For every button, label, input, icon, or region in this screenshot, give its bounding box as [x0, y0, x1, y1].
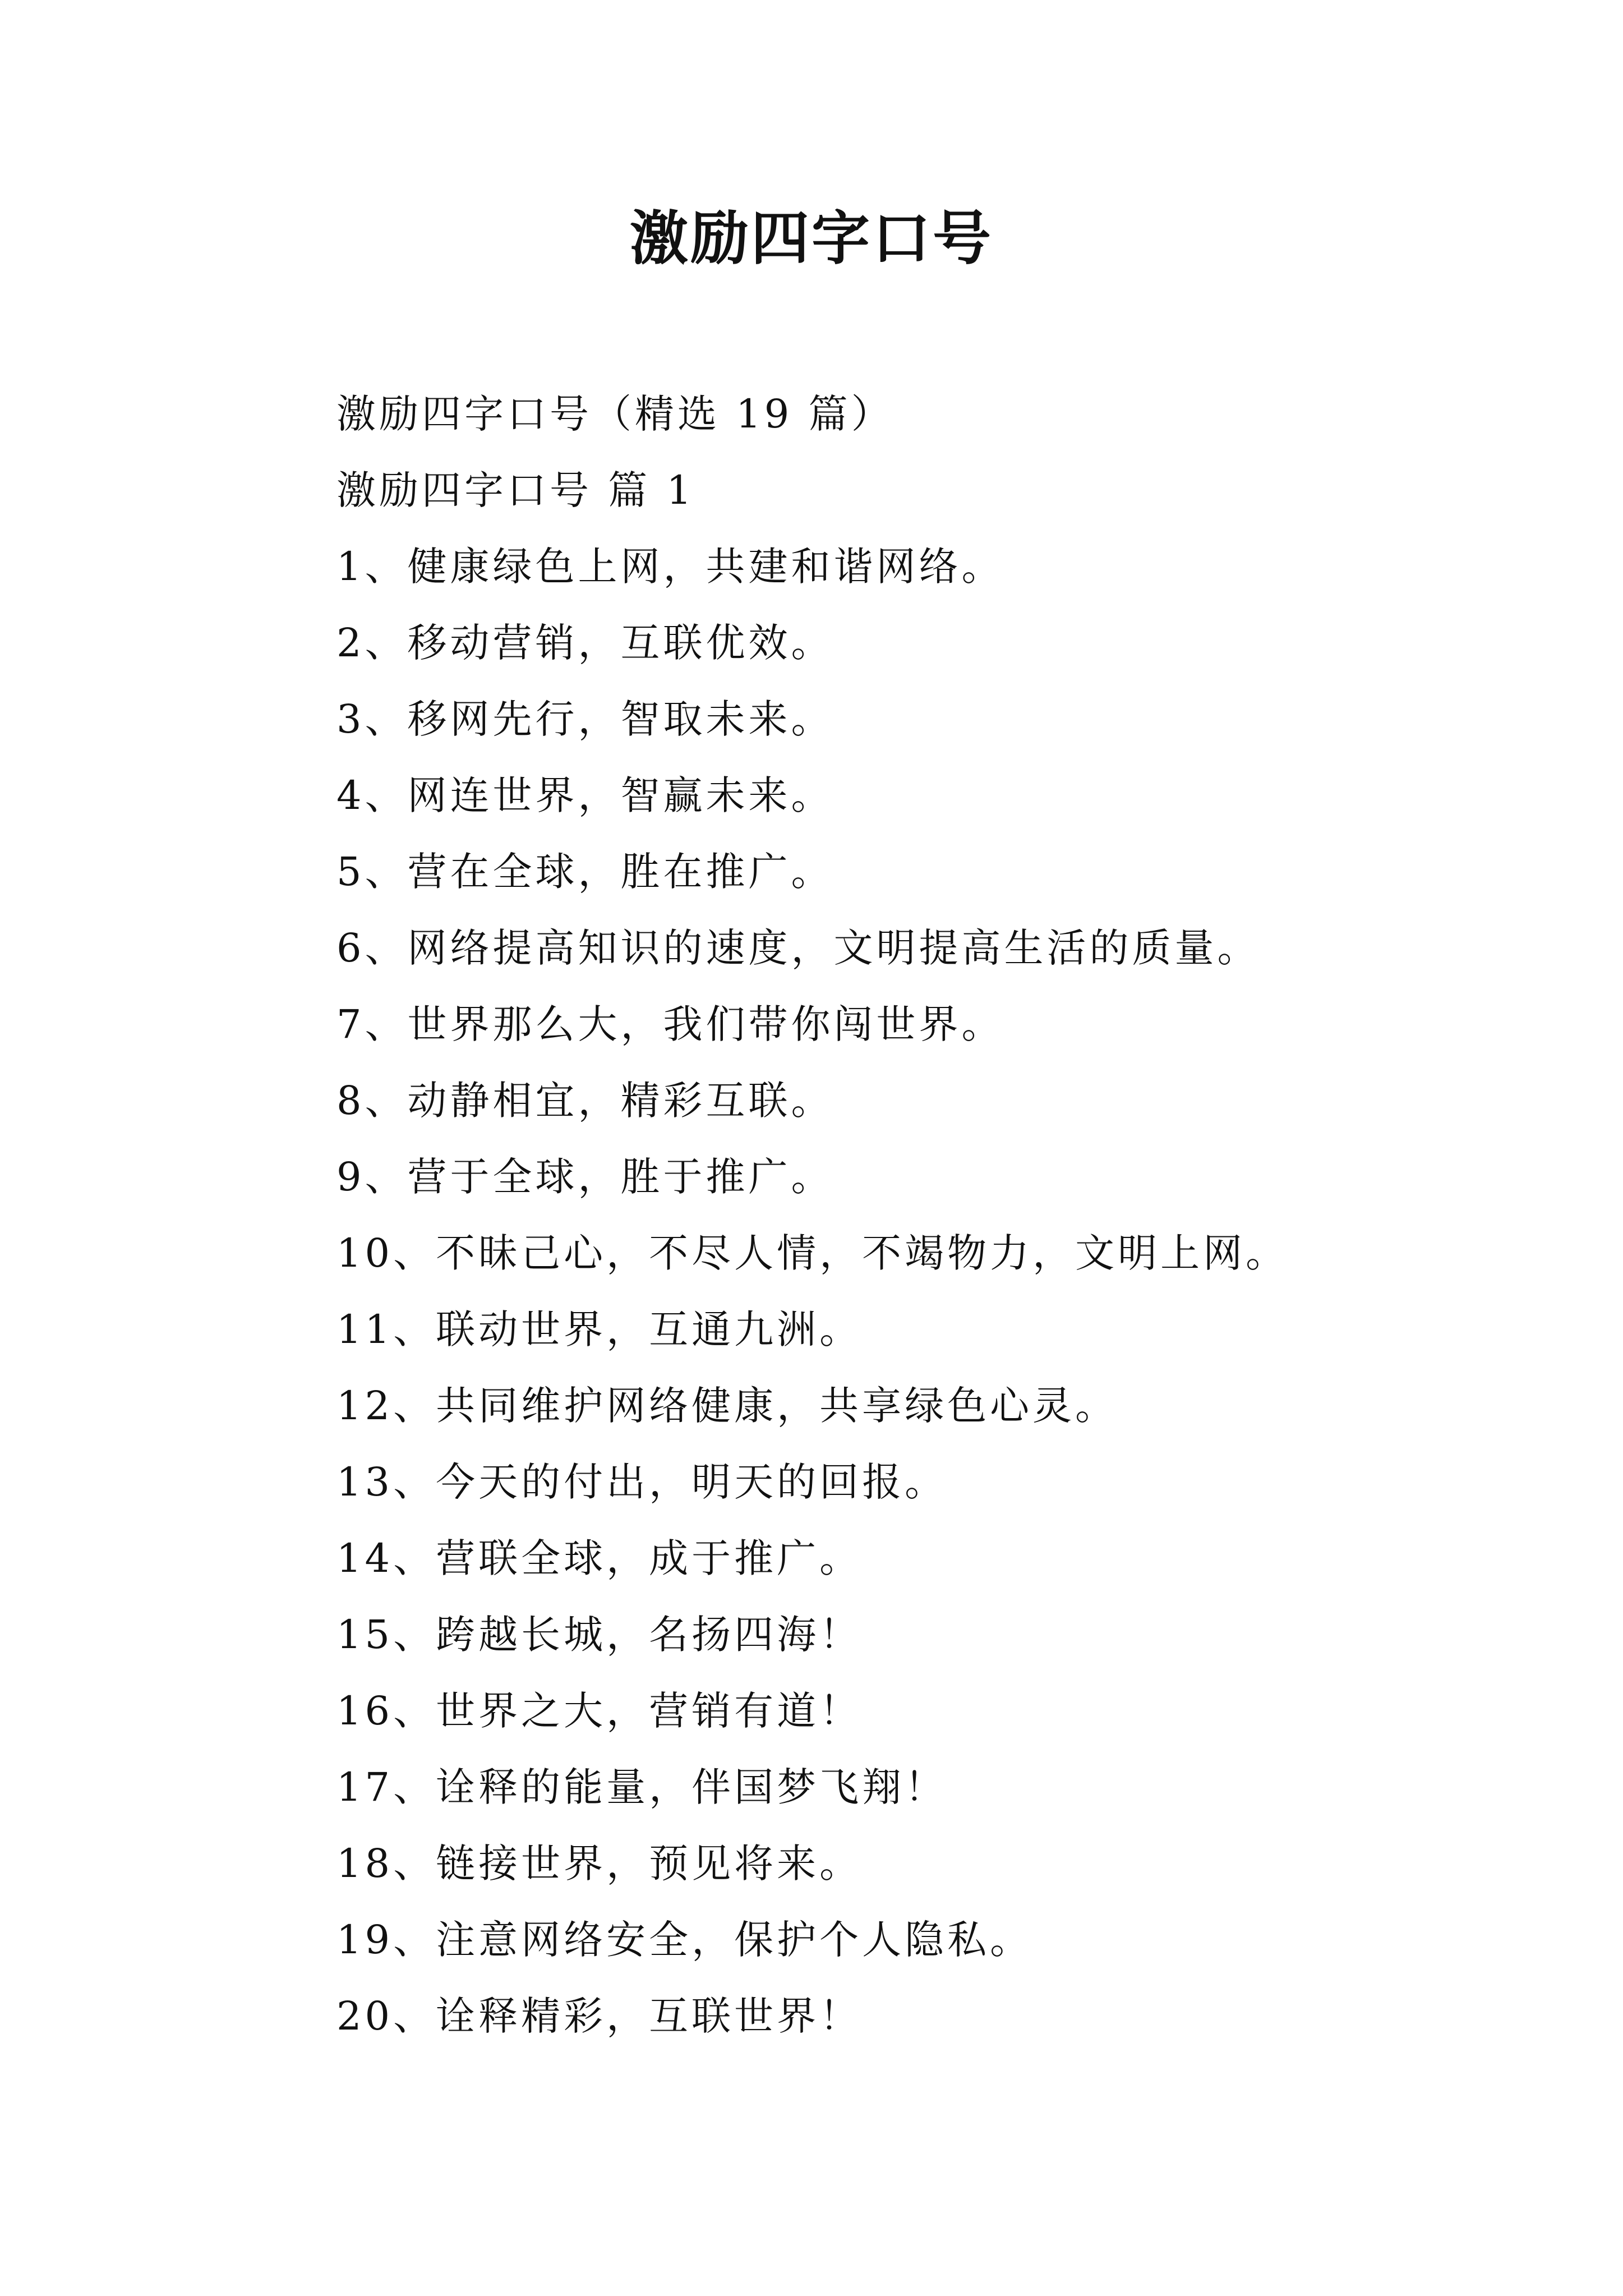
list-item: 19、注意网络安全，保护个人隐私。 — [336, 1917, 1033, 1963]
list-item: 14、营联全球，成于推广。 — [336, 1535, 863, 1581]
list-item: 6、网络提高知识的速度，文明提高生活的质量。 — [336, 925, 1260, 971]
list-item: 13、今天的付出，明天的回报。 — [336, 1459, 948, 1505]
list-item: 20、诠释精彩，互联世界！ — [336, 1993, 863, 2039]
list-item: 7、世界那么大，我们带你闯世界。 — [336, 1001, 1004, 1047]
slogan-list — [336, 528, 1458, 2054]
list-item: 11、联动世界，互通九洲。 — [336, 1306, 863, 1352]
list-item: 16、世界之大，营销有道！ — [336, 1688, 863, 1734]
list-item: 3、移网先行，智取未来。 — [336, 696, 834, 742]
list-item: 2、移动营销，互联优效。 — [336, 620, 834, 666]
list-item: 15、跨越长城，名扬四海！ — [336, 1612, 863, 1658]
section-heading: 激励四字口号 篇 1 — [336, 467, 695, 513]
list-item: 12、共同维护网络健康，共享绿色心灵。 — [336, 1383, 1118, 1429]
list-item: 17、诠释的能量，伴国梦飞翔！ — [336, 1764, 948, 1810]
list-item: 5、营在全球，胜在推广。 — [336, 849, 834, 895]
list-item: 4、网连世界，智赢未来。 — [336, 772, 834, 818]
list-item: 18、链接世界，预见将来。 — [336, 1841, 863, 1887]
document-body — [336, 376, 1458, 2054]
list-item: 1、健康绿色上网，共建和谐网络。 — [336, 544, 1004, 590]
document-subtitle: 激励四字口号（精选 19 篇） — [336, 391, 894, 437]
list-item: 9、营于全球，胜于推广。 — [336, 1154, 834, 1200]
document-title: 激励四字口号 — [629, 204, 993, 273]
list-item: 10、不昧己心，不尽人情，不竭物力，文明上网。 — [336, 1230, 1289, 1276]
list-item: 8、动静相宜，精彩互联。 — [336, 1078, 834, 1124]
